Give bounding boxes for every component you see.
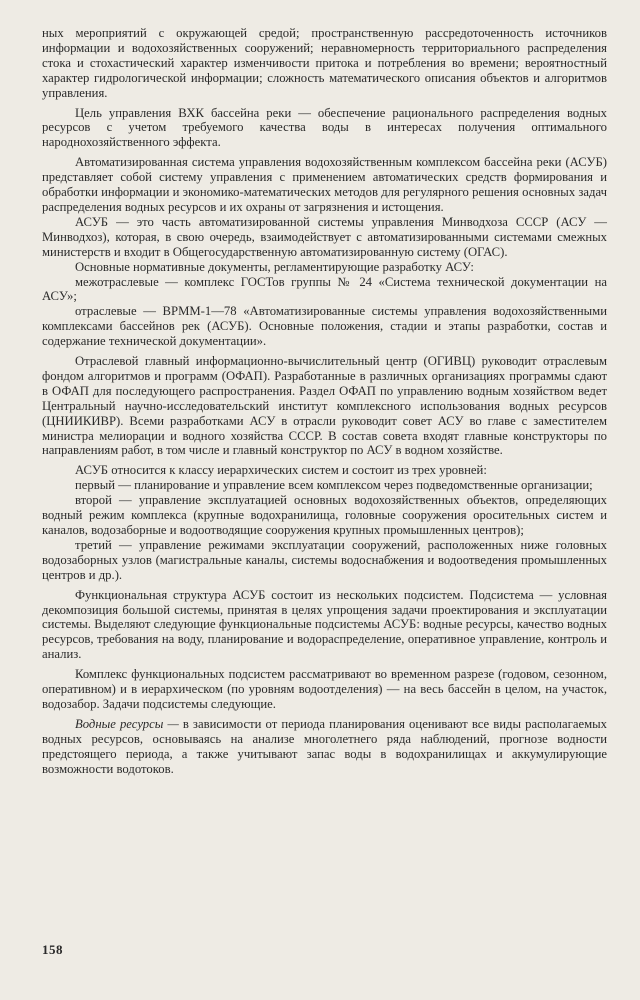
list-item-branch: отраслевые — ВРММ-1—78 «Автоматизированные системы управления водохозяйственными комплексами бассейнов рек (АСУБ). Основные положения, стадии и этапы разработки, состав и содержание технической документации». xyxy=(42,304,607,349)
paragraph-water-resources xyxy=(42,717,607,777)
paragraph-levels: АСУБ относится к классу иерархических систем и состоит из трех уровней: xyxy=(75,463,487,478)
paragraph-goal: Цель управления ВХК бассейна реки — обеспечение рационального распределения водных ресурсов с учетом требуемого качества воды в интересах получения оптимального народнохозяйственного эффекта. xyxy=(42,105,607,150)
list-item-interbranch: межотраслевые — комплекс ГОСТов группы № 24 «Система технической документации на АСУ»; xyxy=(42,274,607,304)
paragraph-functional-structure: Функциональная структура АСУБ состоит из нескольких подсистем. Подсистема — условная декомпозиция большой системы, принятая в целях упрощения задачи проектирования и эксплуатации системы. Выделяют следующие функциональные подсистемы АСУБ: водные ресурсы, качество водных ресурсов, требования на воду, планирование и водораспределение, оперативное управление, контроль и анализ. xyxy=(42,587,607,662)
italic-lead-term: Водные ресурсы — xyxy=(75,716,179,731)
paragraph-ogivc: Отраслевой главный информационно-вычислительный центр (ОГИВЦ) руководит отраслевым фондом алгоритмов и программ (ОФАП). Разработанные в различных организациях программы сдают в ОФАП для последующего распространения. Раздел ОФАП по управлению водным хозяйством ведет Центральный научно-исследовательский институт комплексного использования водных ресурсов (ЦНИИКИВР). Всеми разработками АСУ в отрасли руководит совет АСУ во главе с заместителем министра мелиорации и водного хозяйства СССР. В состав совета входят главные конструкторы по направлениям работ, в том числе и главный конструктор по АСУ в водном хозяйстве. xyxy=(42,354,607,458)
paragraph-asub-definition: Автоматизированная система управления водохозяйственным комплексом бассейна реки (АСУБ) представляет собой систему управления с применением автоматических средств формирования и обработки информации и экономико-математических методов для регулярного решения основных задач распределения водных ресурсов и их охраны от загрязнения и истощения. xyxy=(42,155,607,214)
body-text xyxy=(42,26,607,777)
list-item-level-second: второй — управление эксплуатацией основных водохозяйственных объектов, определяющих водный режим комплекса (крупные водохранилища, головные сооружения оросительных систем и каналов, водозаборные и водоотводящие сооружения крупных промышленных центров); xyxy=(42,493,607,537)
list-item-level-first: первый — планирование и управление всем комплексом через подведомственные организации; xyxy=(75,478,593,493)
paragraph-normative-docs: Основные нормативные документы, регламентирующие разработку АСУ: xyxy=(75,259,474,274)
paragraph-water-resources-text: в зависимости от периода планирования оценивают все виды располагаемых водных ресурсов, основываясь на анализе многолетнего ряда наблюдений, прогнозе водности предстоящего периода, а также учитывают запас воды в водохранилищах и аккумулирующие возможности водотоков. xyxy=(42,716,608,776)
list-item-level-third: третий — управление режимами эксплуатации сооружений, расположенных ниже головных водозаборных узлов (магистральные каналы, системы водоснабжения и водоотведения промышленных центров и др.). xyxy=(42,537,607,582)
paragraph-continuation: ных мероприятий с окружающей средой; пространственную рассредоточенность источников информации и водохозяйственных сооружений; неравномерность территориального распределения стока и стохастический характер изменчивости притока и потребления во времени; вероятностный характер гидрологической информации; сложность математического описания объектов и алгоритмов управления. xyxy=(42,26,607,100)
paragraph-asub-part: АСУБ — это часть автоматизированной системы управления Минводхоза СССР (АСУ — Минводхоз), которая, в свою очередь, взаимодействует с автоматизированными системами смежных министерств и входит в Общегосударственную автоматизированную систему (ОГАС). xyxy=(42,214,607,259)
paragraph-subsystems-complex: Комплекс функциональных подсистем рассматривают во временном разрезе (годовом, сезонном, оперативном) и в иерархическом (по уровням водоотделения) — на весь бассейн в целом, на участок, водозабор. Задачи подсистемы следующие. xyxy=(42,667,607,711)
page-number: 158 xyxy=(42,942,63,957)
